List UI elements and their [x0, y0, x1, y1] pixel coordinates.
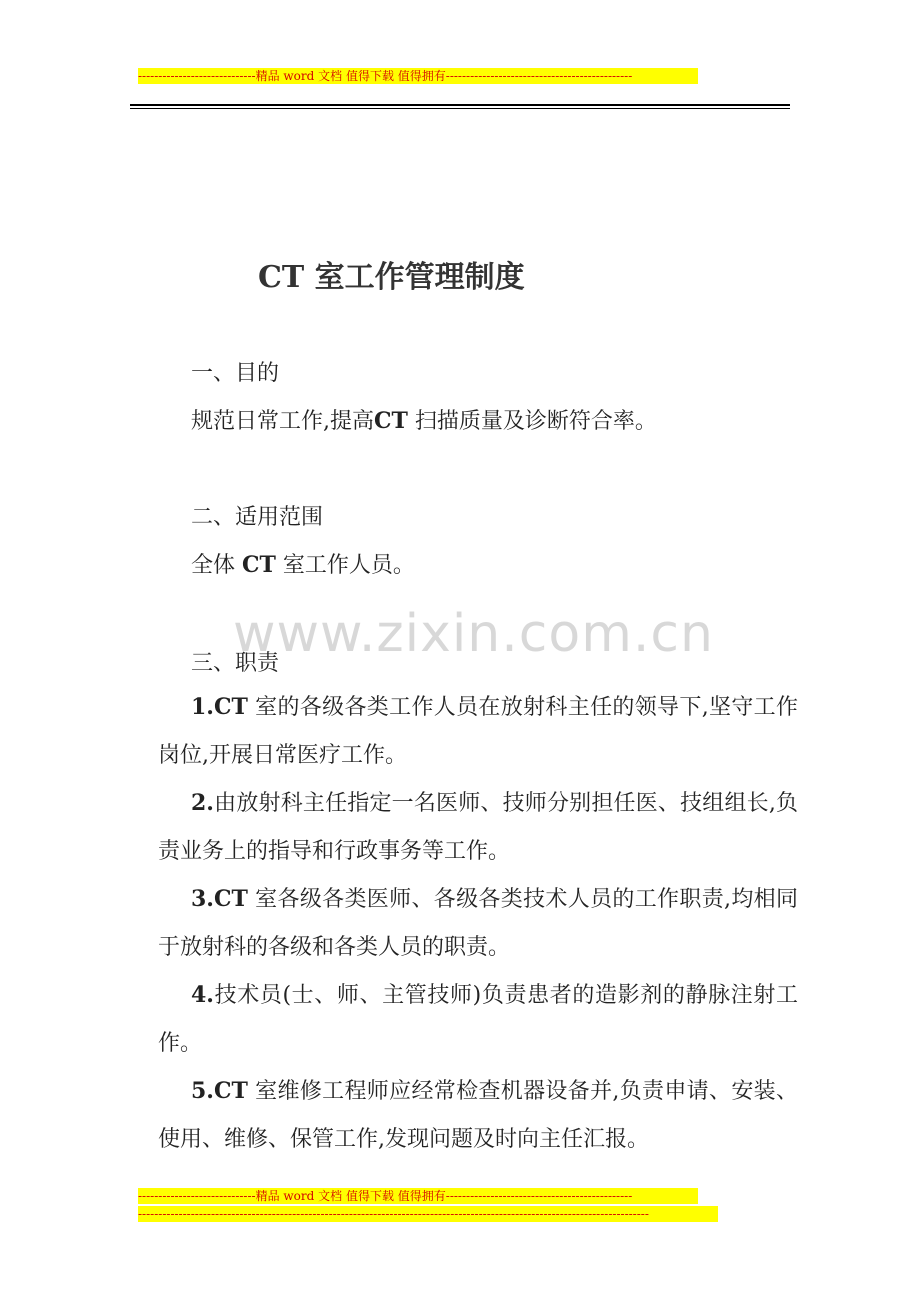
duty-item-2 — [158, 780, 798, 875]
item-text: 技术员(士、师、主管技师)负责患者的造影剂的静脉注射工作。 — [158, 983, 798, 1056]
item-text: 由放射科主任指定一名医师、技师分别担任医、技组组长,负责业务上的指导和行政事务等工作。 — [158, 791, 798, 864]
section-text-purpose — [191, 404, 657, 435]
duty-item-3 — [158, 876, 798, 971]
duty-item-1 — [158, 684, 798, 779]
item-number: 5.CT — [191, 1078, 248, 1104]
header-rule-thick — [130, 104, 790, 106]
item-text: 室维修工程师应经常检查机器设备并,负责申请、安装、使用、维修、保管工作,发现问题及时向主任汇报。 — [158, 1079, 798, 1152]
item-number: 3.CT — [191, 886, 248, 912]
text-fragment: 扫描质量及诊断符合率。 — [414, 409, 657, 434]
text-fragment: 室工作人员。 — [282, 553, 415, 578]
ct-label: CT — [374, 408, 408, 434]
section-heading-scope: 二、适用范围 — [191, 505, 324, 530]
item-text: 室各级各类医师、各级各类技术人员的工作职责,均相同于放射科的各级和各类人员的职责。 — [158, 887, 798, 960]
footer-banner-dashes: ------------------------------------------------------------------------------------------------------------------------------ — [138, 1206, 718, 1222]
duty-item-4 — [158, 972, 798, 1067]
footer-banner: -----------------------------精品 word 文档 值得下载 值得拥有---------------------------------------------- — [138, 1188, 698, 1204]
duty-item-5 — [158, 1068, 798, 1163]
document-title: CT 室工作管理制度 — [258, 260, 525, 295]
section-heading-duties: 三、职责 — [191, 651, 280, 676]
item-number: 1.CT — [191, 694, 248, 720]
section-text-scope — [191, 548, 415, 579]
header-banner: -----------------------------精品 word 文档 值得下载 值得拥有---------------------------------------------- — [138, 68, 698, 84]
section-heading-purpose: 一、目的 — [191, 361, 280, 386]
text-fragment: 规范日常工作,提高 — [191, 409, 374, 434]
text-fragment: 全体 — [191, 553, 236, 578]
header-rule-thin — [130, 108, 790, 109]
item-text: 室的各级各类工作人员在放射科主任的领导下,坚守工作岗位,开展日常医疗工作。 — [158, 695, 798, 768]
watermark: www.zixin.com.cn — [233, 604, 714, 664]
item-number: 4. — [191, 982, 214, 1008]
ct-label: CT — [242, 552, 276, 578]
item-number: 2. — [191, 790, 214, 816]
